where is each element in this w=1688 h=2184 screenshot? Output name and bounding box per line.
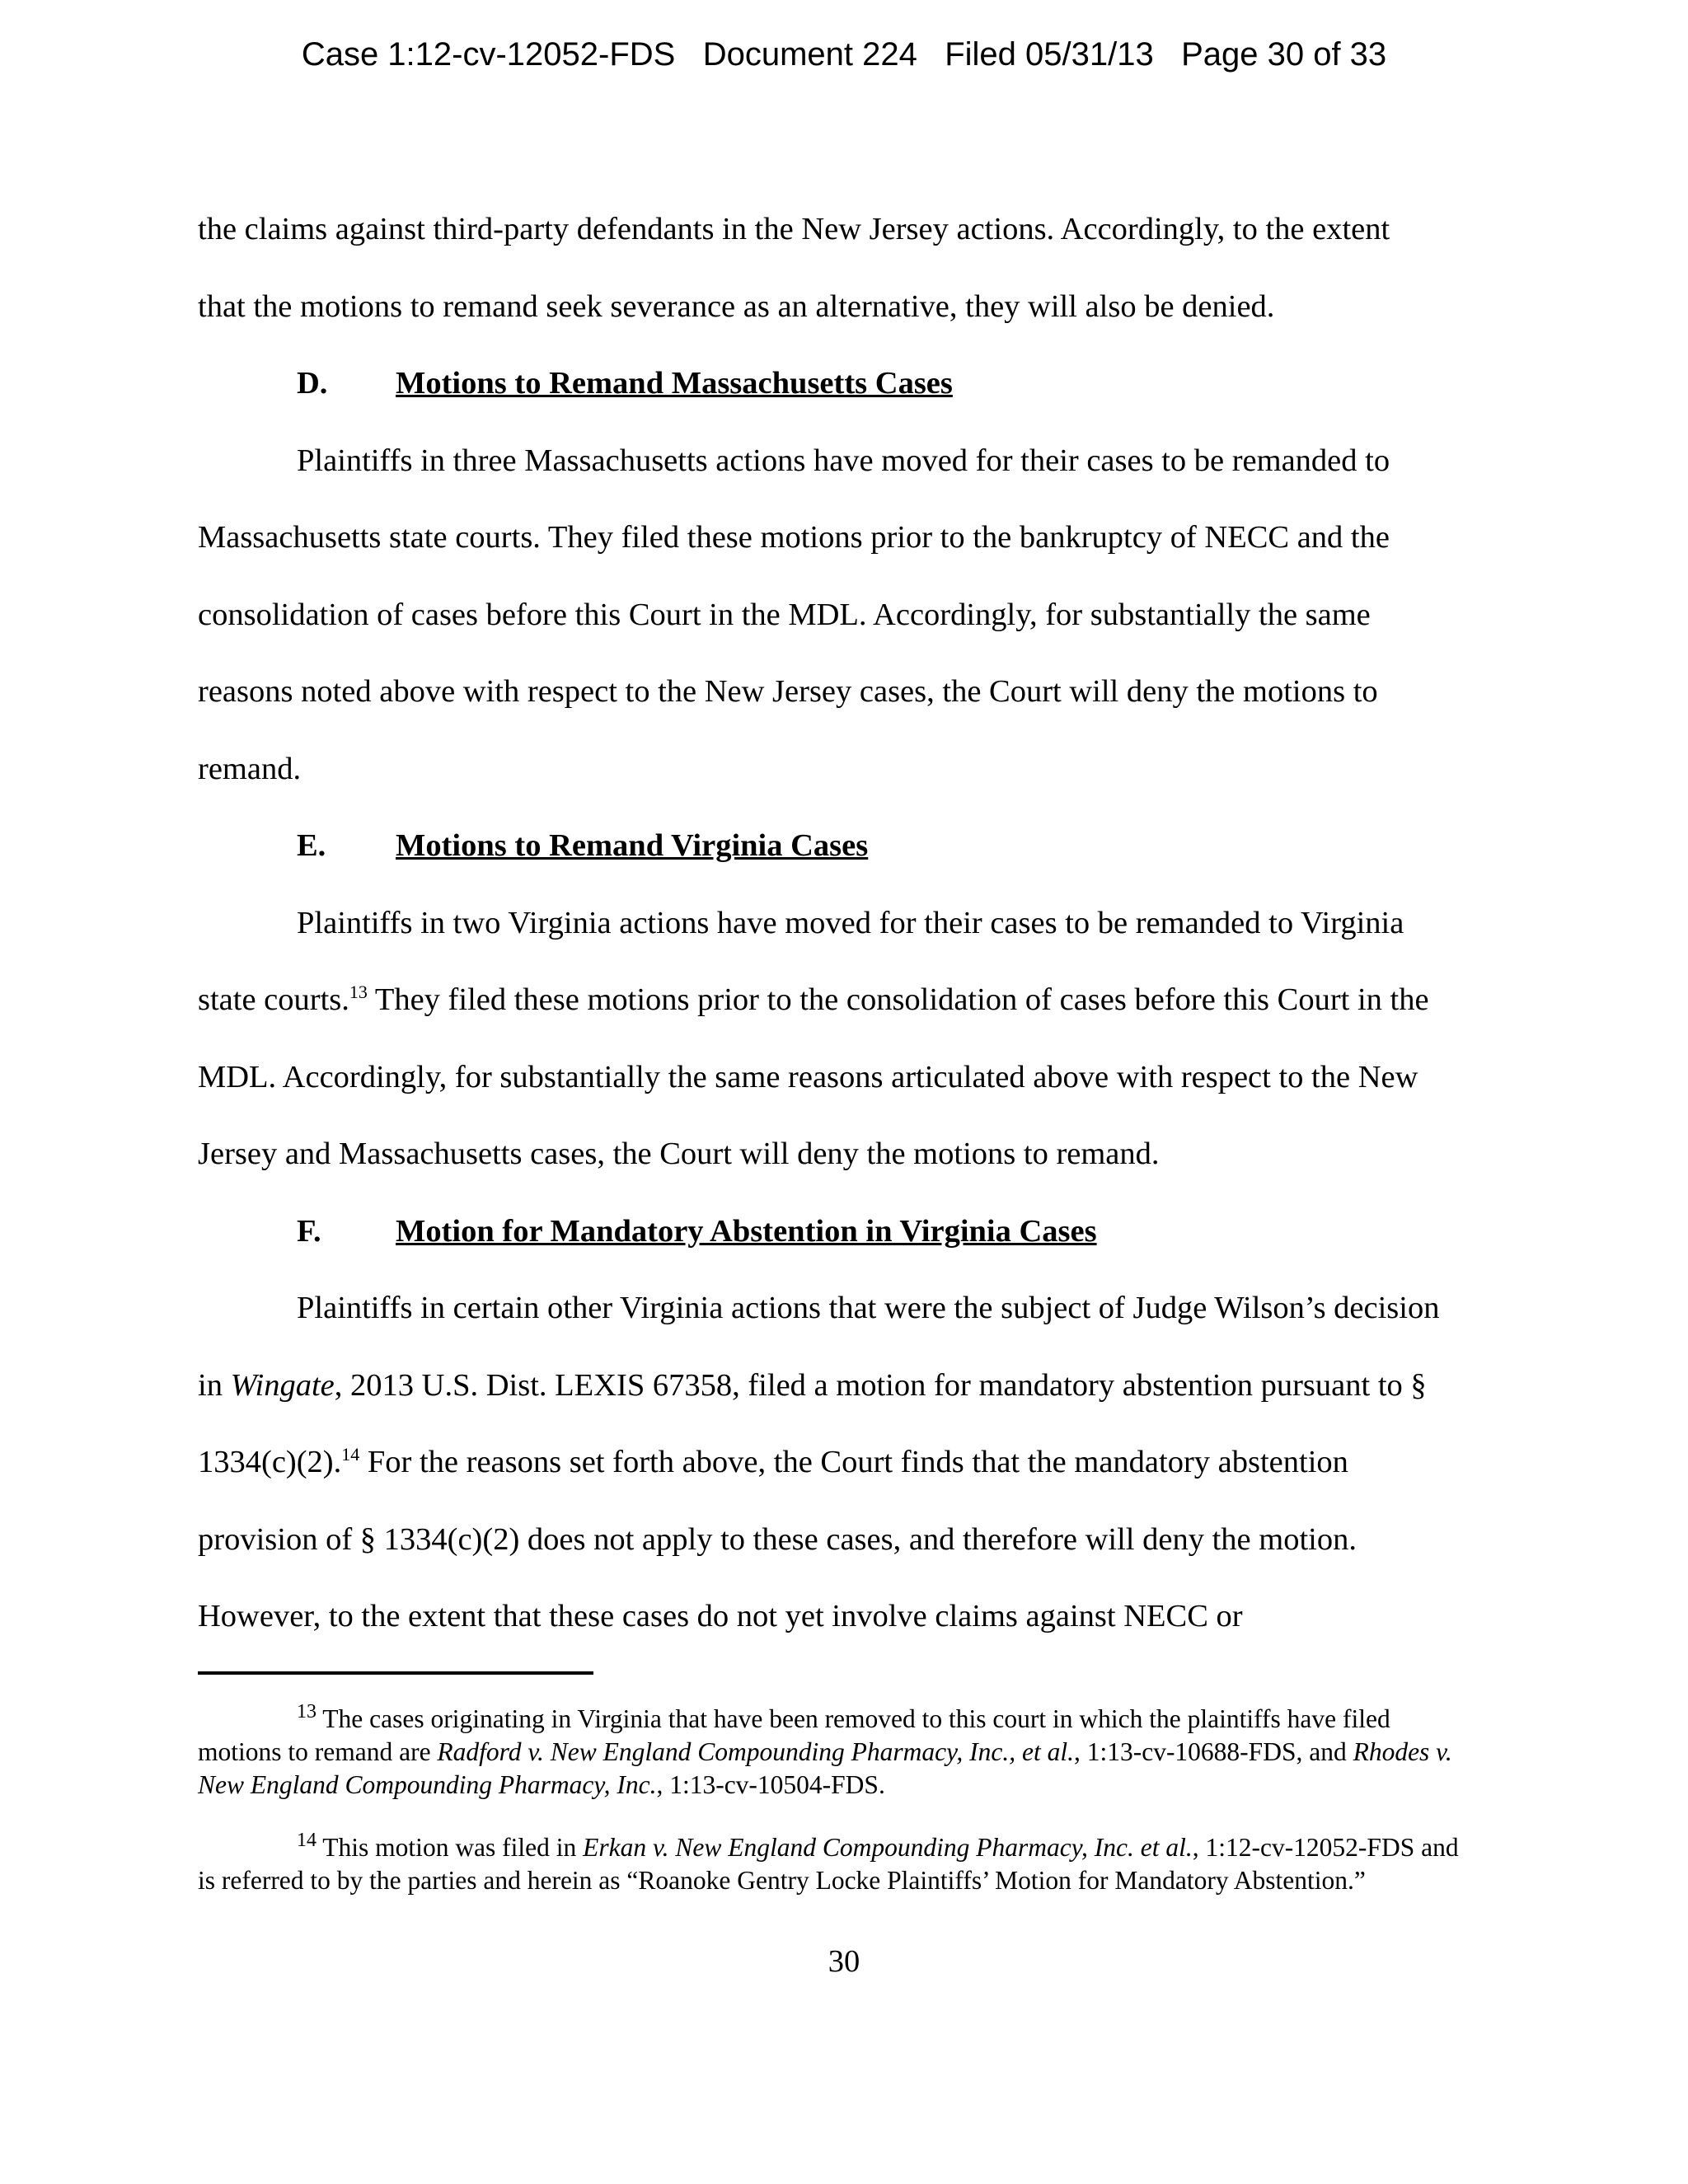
section-e-text-after-note: They filed these motions prior to the consolidation of cases before this Court in the MDL. Accordingly, for substantially the same reasons articulated above with respect to the New Jersey and Massachusetts cases, the Court will deny the motions to remand.	[198, 982, 1429, 1171]
footnote-13-text-2: , 1:13-cv-10688-FDS, and	[1073, 1737, 1353, 1766]
footnote-13-radford-case: Radford v. New England Compounding Pharmacy, Inc., et al.	[437, 1737, 1074, 1766]
footnote-14	[198, 1831, 1467, 1897]
section-e-letter: E.	[297, 828, 326, 863]
section-d-title: Motions to Remand Massachusetts Cases	[396, 366, 953, 401]
intro-paragraph	[198, 191, 1467, 345]
section-e-paragraph	[198, 885, 1467, 1193]
section-f-text-part-1: Plaintiffs in certain other Virginia actions that were the subject of Judge Wilson’s decision in	[198, 1291, 1440, 1403]
section-e-text-before-note: Plaintiffs in two Virginia actions have moved for their cases to be remanded to Virginia state courts.	[198, 905, 1404, 1017]
footnote-14-number: 14	[297, 1830, 316, 1851]
footnotes	[198, 1703, 1467, 1927]
footnote-14-reference: 14	[341, 1444, 360, 1465]
section-f-heading	[198, 1193, 1467, 1271]
section-e-title: Motions to Remand Virginia Cases	[396, 828, 869, 863]
footnote-13	[198, 1703, 1467, 1802]
footnote-13-text-1: The cases originating in Virginia that have been removed to this court in which the plaintiffs have filed motions to remand are	[198, 1704, 1390, 1766]
header-filed-date: Filed 05/31/13	[945, 36, 1154, 73]
section-f-title: Motion for Mandatory Abstention in Virginia Cases	[396, 1213, 1097, 1249]
document-body	[198, 191, 1467, 1656]
intro-line-2: that the motions to remand seek severance as an alternative, they will also be denied.	[198, 288, 1275, 324]
section-f-paragraph	[198, 1270, 1467, 1656]
header-document-number: Document 224	[702, 36, 917, 73]
header-page-count: Page 30 of 33	[1181, 36, 1387, 73]
footnote-14-text-1: This motion was filed in	[316, 1833, 584, 1862]
section-f-letter: F.	[297, 1213, 321, 1249]
section-f-text-part-2: , 2013 U.S. Dist. LEXIS 67358, filed a motion for mandatory abstention pursuant to § 1334(c)(2).	[198, 1367, 1427, 1479]
document-header	[0, 36, 1688, 73]
page-number: 30	[828, 1944, 860, 1979]
footnote-separator	[198, 1671, 593, 1675]
section-d-paragraph: Plaintiffs in three Massachusetts actions have moved for their cases to be remanded to Massachusetts state courts. They filed these motions prior to the bankruptcy of NECC and the consolidation of cases before this Court in the MDL. Accordingly, for substantially the same reasons noted above with respect to the New Jersey cases, the Court will deny the motions to remand.	[198, 443, 1390, 786]
footnote-13-rhodes-case: Rhodes v. New England Compounding Pharmacy, Inc.	[198, 1737, 1452, 1799]
header-case-number: Case 1:12-cv-12052-FDS	[301, 36, 676, 73]
footnote-14-erkan-case: Erkan v. New England Compounding Pharmacy, Inc. et al.	[583, 1833, 1193, 1862]
section-d-heading	[198, 345, 1467, 423]
wingate-case-name: Wingate	[230, 1367, 335, 1403]
intro-line-1: the claims against third-party defendants in the New Jersey actions. Accordingly, to the extent	[198, 212, 1390, 246]
footnote-14-text-2: , 1:12-cv-12052-FDS and is referred to by the parties and herein as “Roanoke Gentry Locke Plaintiffs’ Motion for Mandatory Abstention.”	[198, 1833, 1459, 1895]
section-d-letter: D.	[297, 366, 328, 401]
section-e-heading	[198, 808, 1467, 885]
footnote-13-reference: 13	[349, 982, 368, 1002]
footnote-13-number: 13	[297, 1701, 316, 1722]
footnote-13-text-3: , 1:13-cv-10504-FDS.	[656, 1770, 885, 1799]
section-f-text-part-3: For the reasons set forth above, the Court finds that the mandatory abstention provision of § 1334(c)(2) does not apply to these cases, and therefore will deny the motion. However, to the extent that these cases do not yet involve claims against NECC or	[198, 1445, 1357, 1633]
